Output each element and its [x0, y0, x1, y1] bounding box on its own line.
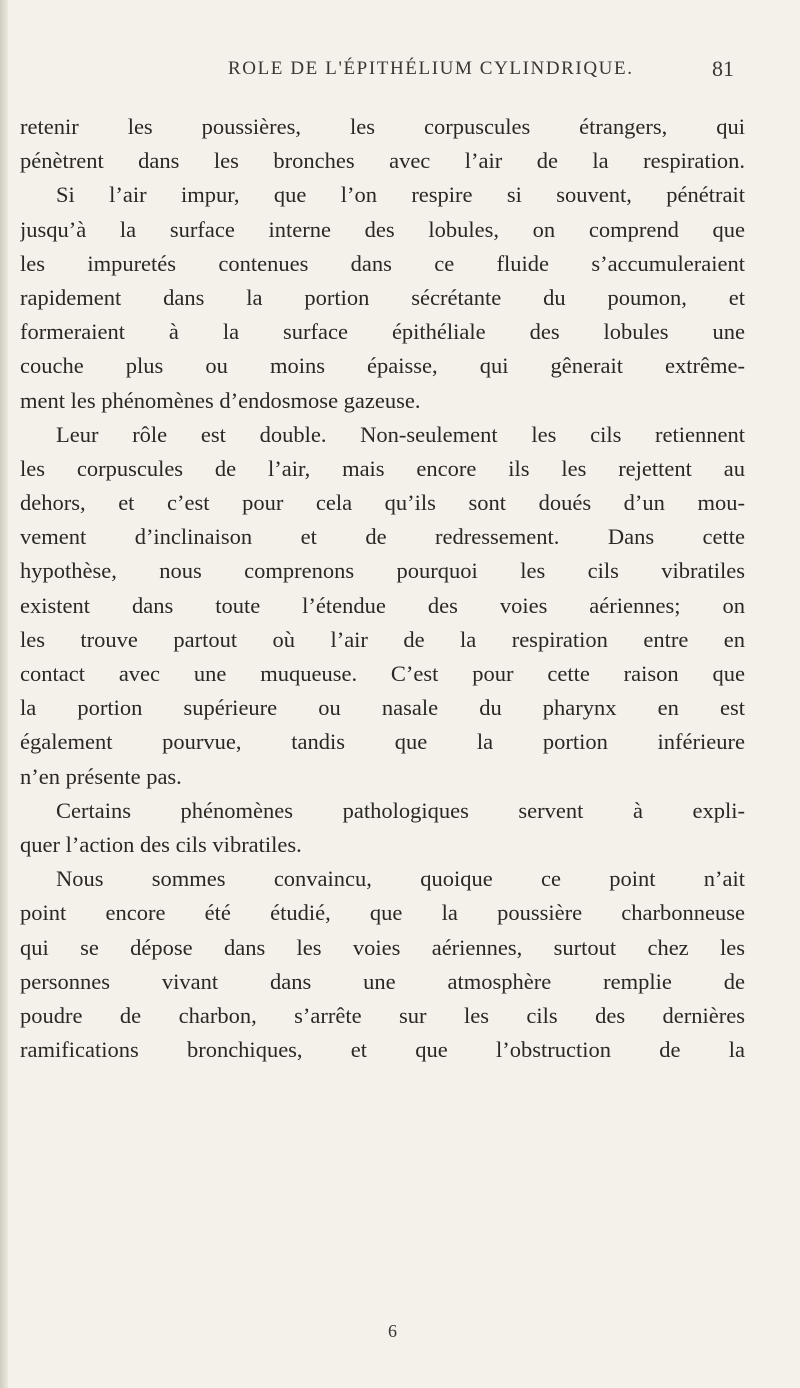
text-line: contact avec une muqueuse. C’est pour cette raison que	[20, 661, 745, 686]
text-line: Certains phénomènes pathologiques servent à expli-	[56, 797, 745, 823]
text-line: ment les phénomènes d’endosmose gazeuse.	[20, 387, 421, 413]
text-line: point encore été étudié, que la poussière charbonneuse	[20, 900, 745, 926]
text-line: retenir les poussières, les corpuscules étrangers, qui	[20, 114, 745, 139]
text-line: n’en présente pas.	[20, 763, 182, 789]
text-line: pénètrent dans les bronches avec l’air de la respiration.	[20, 148, 745, 174]
running-head	[0, 56, 800, 96]
text-line: vement d’inclinaison et de redressement. Dans cette	[20, 524, 745, 550]
text-line: qui se dépose dans les voies aériennes, surtout chez les	[20, 934, 745, 960]
text-line: poudre de charbon, s’arrête sur les cils des dernières	[20, 1002, 745, 1028]
text-line: la portion supérieure ou nasale du pharynx en est	[20, 695, 745, 721]
page-number: 81	[712, 56, 734, 81]
text-line: également pourvue, tandis que la portion inférieure	[20, 729, 745, 755]
text-line: jusqu’à la surface interne des lobules, on comprend que	[20, 216, 745, 242]
text-line: personnes vivant dans une atmosphère remplie de	[20, 968, 745, 994]
body-text	[20, 110, 745, 1067]
page-binding-edge	[0, 0, 8, 1388]
text-line: les corpuscules de l’air, mais encore ils les rejettent au	[20, 455, 745, 481]
text-line: hypothèse, nous comprenons pourquoi les cils vibratiles	[20, 558, 745, 584]
text-line: ramifications bronchiques, et que l’obstruction de la	[20, 1037, 745, 1063]
signature-mark: 6	[388, 1321, 397, 1341]
text-line: rapidement dans la portion sécrétante du poumon, et	[20, 284, 745, 310]
text-line: quer l’action des cils vibratiles.	[20, 831, 302, 857]
text-line: les trouve partout où l’air de la respiration entre en	[20, 626, 745, 652]
text-line: Leur rôle est double. Non-seulement les cils retiennent	[56, 421, 745, 447]
text-line: couche plus ou moins épaisse, qui gênerait extrême-	[20, 353, 745, 379]
text-line: formeraient à la surface épithéliale des lobules une	[20, 319, 745, 345]
text-line: Nous sommes convaincu, quoique ce point n’ait	[56, 866, 745, 892]
running-head-title: ROLE DE L'ÉPITHÉLIUM CYLINDRIQUE.	[228, 58, 634, 79]
text-line: Si l’air impur, que l’on respire si souvent, pénétrait	[56, 182, 745, 208]
text-line: existent dans toute l’étendue des voies aériennes; on	[20, 592, 745, 618]
text-line: les impuretés contenues dans ce fluide s’accumuleraient	[20, 250, 745, 276]
text-line: dehors, et c’est pour cela qu’ils sont doués d’un mou-	[20, 490, 745, 516]
